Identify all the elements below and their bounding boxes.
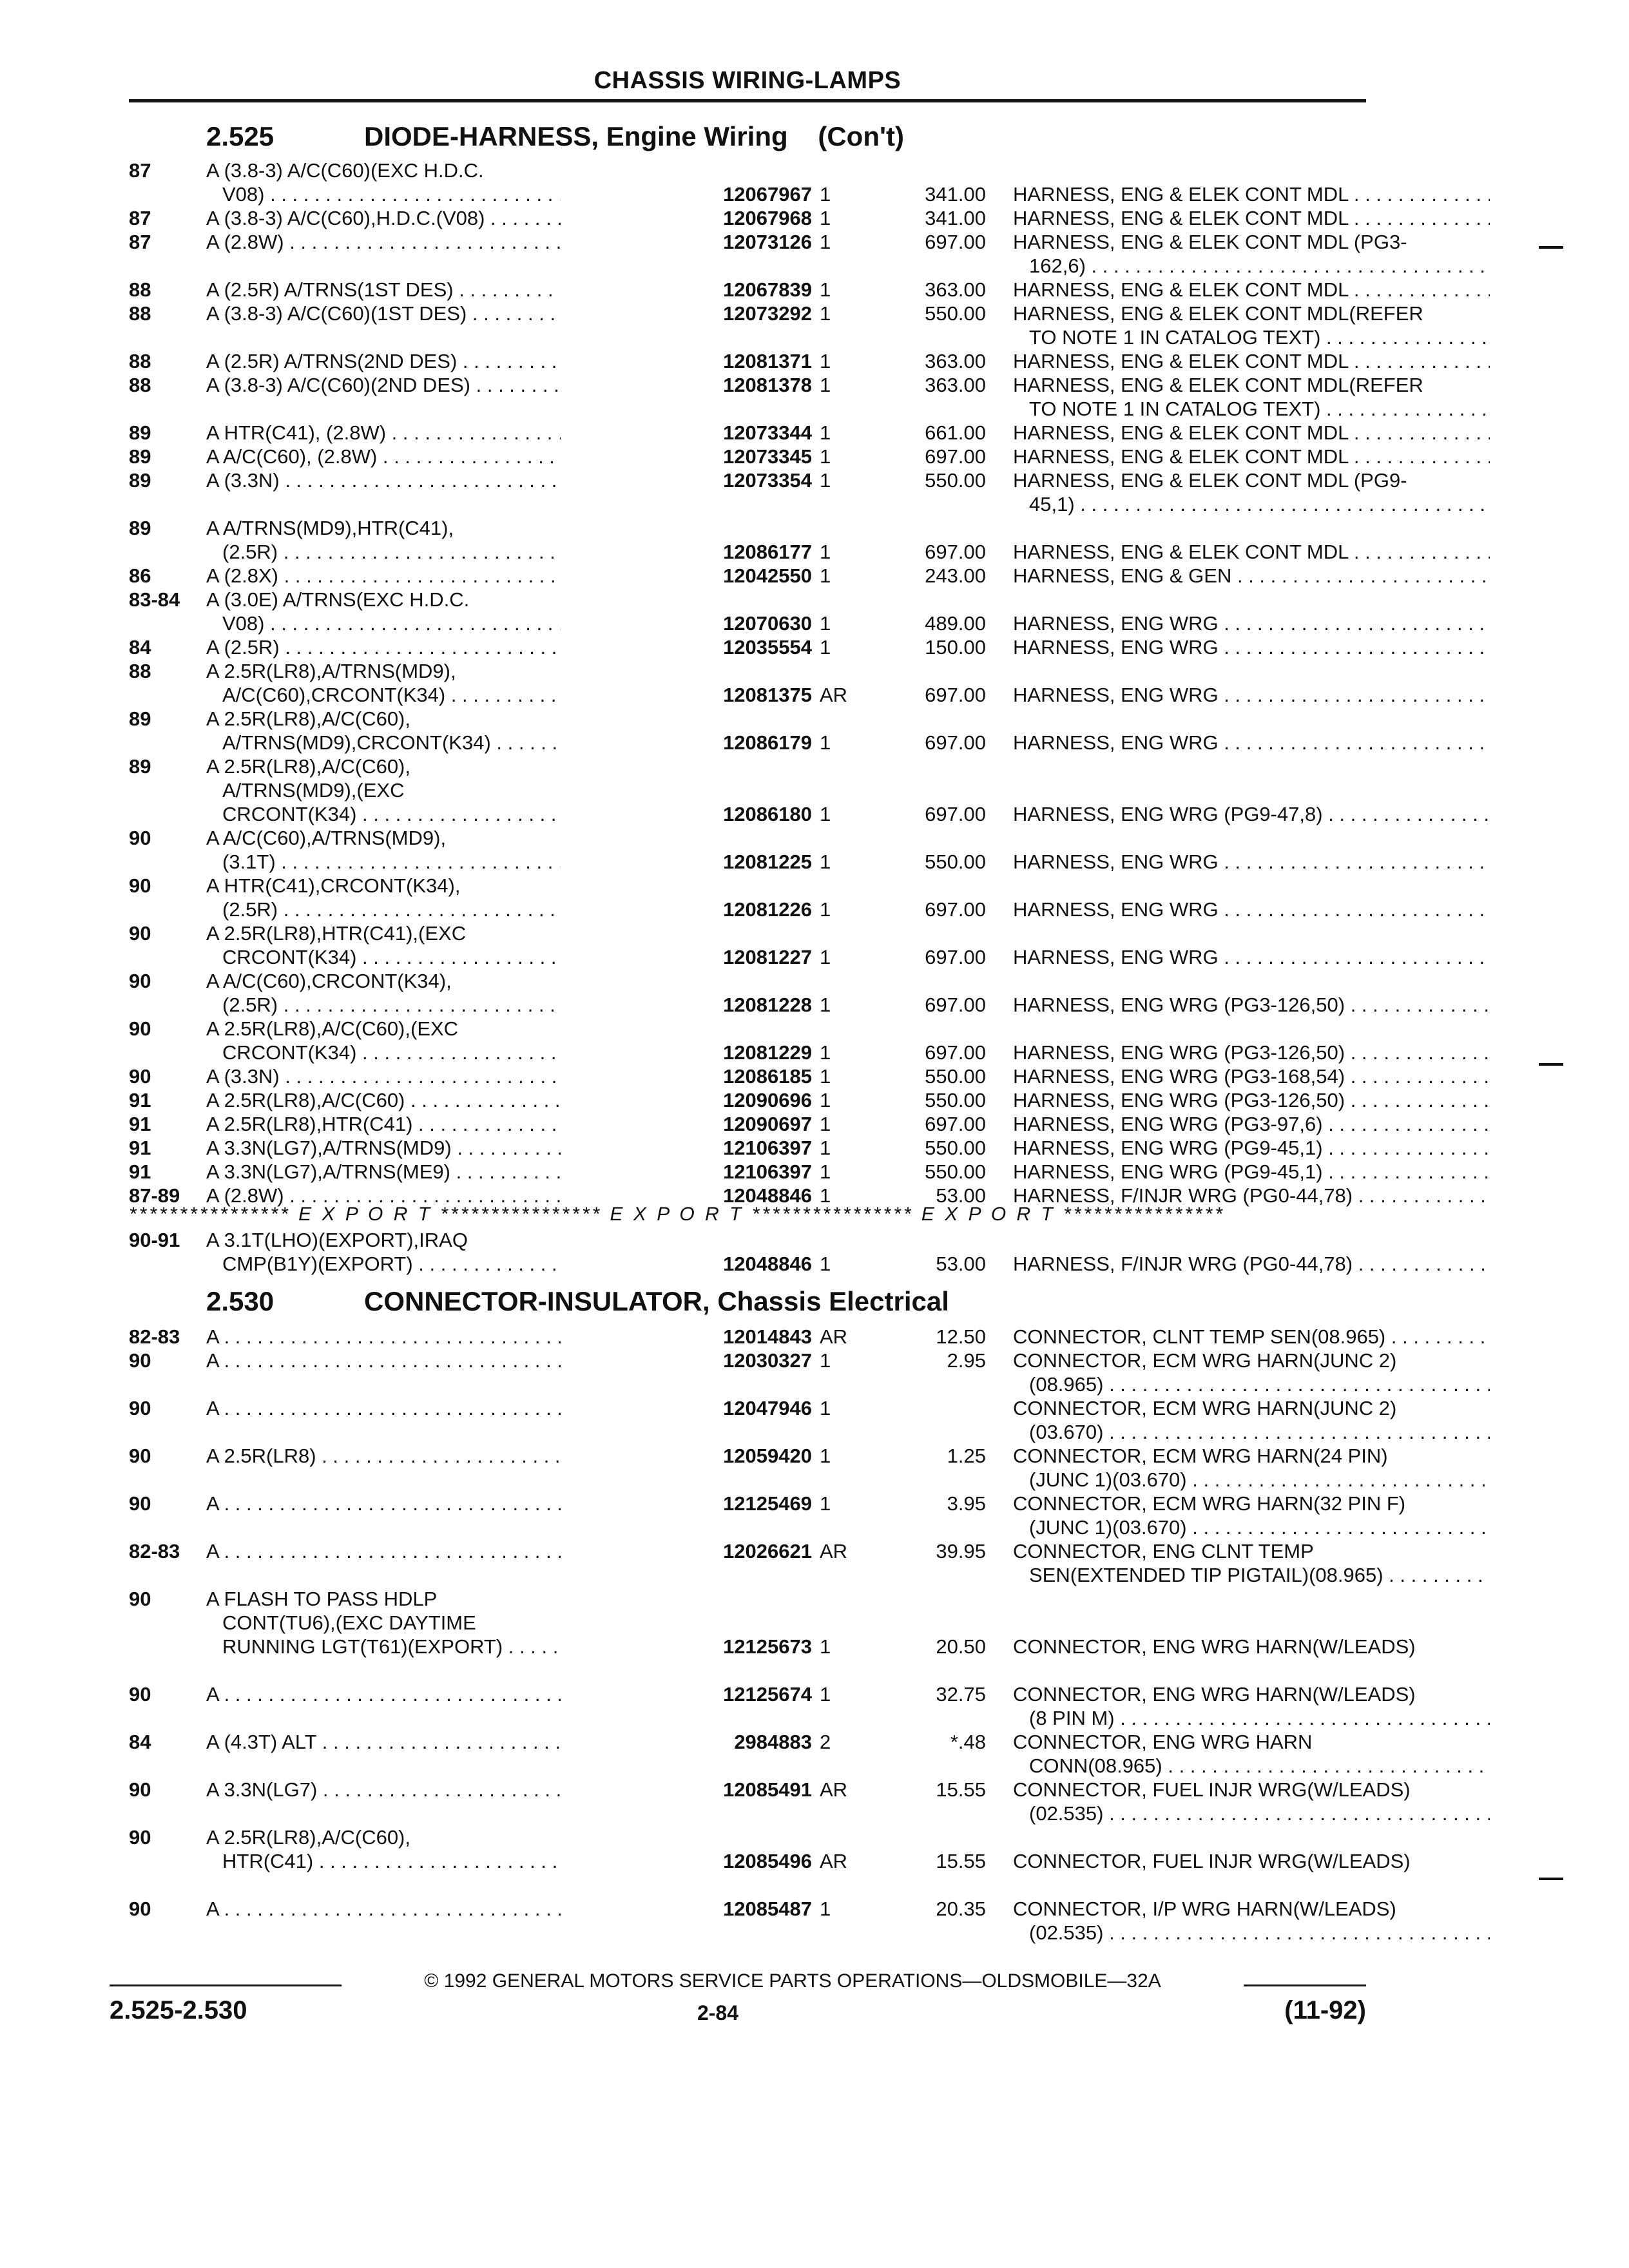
quantity: 1	[820, 946, 831, 968]
price: *.48	[950, 1731, 986, 1753]
figure-number: 91	[129, 1137, 151, 1159]
part-name: HARNESS, ENG WRG . . .	[1013, 850, 1490, 874]
part-name: HARNESS, ENG WRG (PG3-97,6) . . .	[1013, 1112, 1490, 1136]
description: A (3.8-3) A/C(C60),H.D.C.(V08) . . .	[206, 206, 561, 230]
figure-number: 90	[129, 1683, 151, 1706]
price: 697.00	[925, 541, 986, 563]
part-number: 12125673	[723, 1635, 812, 1658]
part-number: 12106397	[723, 1160, 812, 1183]
section-suffix: (Con't)	[818, 121, 904, 151]
part-number: 12085496	[723, 1850, 812, 1872]
figure-number: 88	[129, 302, 151, 325]
price: 550.00	[925, 302, 986, 325]
description: RUNNING LGT(T61)(EXPORT) . . .	[222, 1635, 561, 1658]
quantity: 1	[820, 1683, 831, 1706]
figure-number: 90	[129, 1349, 151, 1372]
quantity: 1	[820, 1492, 831, 1515]
quantity: 1	[820, 278, 831, 301]
footer-rule-left	[110, 1984, 354, 1986]
part-name: TO NOTE 1 IN CATALOG TEXT) . . .	[1029, 325, 1490, 349]
part-number: 12067839	[723, 278, 812, 301]
part-number: 12081371	[723, 350, 812, 372]
part-name: HARNESS, ENG WRG (PG9-45,1) . . .	[1013, 1160, 1490, 1184]
quantity: 1	[820, 1041, 831, 1064]
quantity: 1	[820, 1253, 831, 1275]
price: 15.55	[936, 1850, 986, 1872]
margin-mark	[1539, 1878, 1563, 1880]
price: 39.95	[936, 1540, 986, 1562]
part-name: HARNESS, ENG & ELEK CONT MDL (PG9-	[1013, 469, 1407, 492]
description: A (2.8W) . . .	[206, 230, 561, 254]
part-number: 12048846	[723, 1253, 812, 1275]
price: 489.00	[925, 612, 986, 635]
description: (3.1T) . . .	[222, 850, 561, 874]
description: CONT(TU6),(EXC DAYTIME	[222, 1611, 476, 1634]
price: 550.00	[925, 469, 986, 492]
part-number: 12086179	[723, 731, 812, 754]
part-name: HARNESS, ENG WRG (PG3-168,54) . . .	[1013, 1064, 1490, 1088]
description: HTR(C41) . . .	[222, 1849, 561, 1873]
part-number: 12026621	[723, 1540, 812, 1562]
title-rule	[129, 99, 1366, 102]
price: 697.00	[925, 1113, 986, 1135]
part-name: HARNESS, ENG & ELEK CONT MDL (PG3-	[1013, 231, 1407, 253]
description: A (2.8W) . . .	[206, 1184, 561, 1207]
part-number: 12073292	[723, 302, 812, 325]
page-number: 2-84	[697, 2001, 739, 2024]
section-number: 2.525	[206, 121, 275, 151]
part-number: 12086180	[723, 803, 812, 825]
figure-number: 90	[129, 1898, 151, 1920]
description: A (3.3N) . . .	[206, 468, 561, 492]
section-title: CONNECTOR-INSULATOR, Chassis Electrical	[364, 1286, 949, 1316]
part-number: 12081227	[723, 946, 812, 968]
price: 661.00	[925, 421, 986, 444]
part-number: 12073344	[723, 421, 812, 444]
quantity: 1	[820, 850, 831, 873]
part-name: (03.670) . . .	[1029, 1420, 1490, 1444]
part-name: HARNESS, ENG WRG . . .	[1013, 635, 1490, 659]
part-name: (02.535) . . .	[1029, 1921, 1490, 1945]
quantity: 1	[820, 1635, 831, 1658]
quantity: 1	[820, 302, 831, 325]
part-name: (08.965) . . .	[1029, 1372, 1490, 1396]
figure-number: 89	[129, 469, 151, 492]
part-number: 12067967	[723, 183, 812, 206]
part-name: CONNECTOR, ENG WRG HARN(W/LEADS)	[1013, 1635, 1416, 1658]
part-name: HARNESS, ENG WRG (PG9-47,8) . . .	[1013, 802, 1490, 826]
part-name: CONNECTOR, ECM WRG HARN(JUNC 2)	[1013, 1349, 1397, 1372]
figure-number: 90-91	[129, 1229, 180, 1251]
part-name: CONN(08.965) . . .	[1029, 1754, 1490, 1778]
price: 3.95	[947, 1492, 986, 1515]
figure-number: 90	[129, 874, 151, 897]
figure-number: 88	[129, 374, 151, 396]
quantity: 1	[820, 350, 831, 372]
quantity: 1	[820, 207, 831, 229]
part-number: 12085487	[723, 1898, 812, 1920]
figure-number: 90	[129, 1397, 151, 1419]
description: V08) . . .	[222, 182, 561, 206]
quantity: 1	[820, 541, 831, 563]
price: 697.00	[925, 946, 986, 968]
description: A A/C(C60), (2.8W) . . .	[206, 445, 561, 468]
description: CRCONT(K34) . . .	[222, 1041, 561, 1064]
description: CMP(B1Y)(EXPORT) . . .	[222, 1252, 561, 1276]
description: A (3.8-3) A/C(C60)(2ND DES) . . .	[206, 373, 561, 397]
part-name: SEN(EXTENDED TIP PIGTAIL)(08.965) . . .	[1029, 1563, 1490, 1587]
description: A 2.5R(LR8),A/C(C60),	[206, 1826, 410, 1849]
part-name: HARNESS, ENG & ELEK CONT MDL . . .	[1013, 206, 1490, 230]
description: (2.5R) . . .	[222, 540, 561, 564]
figure-number: 88	[129, 278, 151, 301]
part-name: HARNESS, ENG & ELEK CONT MDL . . .	[1013, 445, 1490, 468]
part-number: 12090696	[723, 1089, 812, 1111]
figure-number: 83-84	[129, 588, 180, 611]
part-name: HARNESS, ENG WRG (PG3-126,50) . . .	[1013, 993, 1490, 1017]
figure-number: 90	[129, 1445, 151, 1467]
part-name: CONNECTOR, ECM WRG HARN(24 PIN)	[1013, 1445, 1388, 1467]
part-number: 12081228	[723, 994, 812, 1016]
figure-number: 87-89	[129, 1184, 180, 1207]
part-name: HARNESS, ENG & ELEK CONT MDL . . .	[1013, 421, 1490, 445]
description: A 3.1T(LHO)(EXPORT),IRAQ	[206, 1229, 468, 1251]
description: A 3.3N(LG7),A/TRNS(MD9) . . .	[206, 1136, 561, 1160]
price: 363.00	[925, 350, 986, 372]
page-title: CHASSIS WIRING-LAMPS	[593, 67, 901, 94]
description: A 2.5R(LR8),HTR(C41) . . .	[206, 1112, 561, 1136]
figure-number: 82-83	[129, 1325, 180, 1348]
figure-number: 91	[129, 1113, 151, 1135]
price: 32.75	[936, 1683, 986, 1706]
quantity: AR	[820, 1540, 848, 1562]
figure-number: 91	[129, 1089, 151, 1111]
copyright-text: © 1992 GENERAL MOTORS SERVICE PARTS OPERATIONS—OLDSMOBILE—32A	[342, 1970, 1244, 1992]
part-name: CONNECTOR, ENG WRG HARN(W/LEADS)	[1013, 1683, 1416, 1706]
description: A (4.3T) ALT . . .	[206, 1730, 561, 1754]
figure-number: 89	[129, 421, 151, 444]
revision-date: (11-92)	[1284, 1996, 1366, 2024]
description: A (2.5R) . . .	[206, 635, 561, 659]
price: 53.00	[936, 1253, 986, 1275]
part-name: HARNESS, ENG & ELEK CONT MDL . . .	[1013, 540, 1490, 564]
quantity: 1	[820, 231, 831, 253]
description: A 2.5R(LR8),A/C(C60),	[206, 707, 410, 730]
description: A . . .	[206, 1349, 561, 1372]
description: CRCONT(K34) . . .	[222, 802, 561, 826]
part-name: CONNECTOR, ENG CLNT TEMP	[1013, 1540, 1314, 1562]
figure-number: 89	[129, 445, 151, 468]
part-name: HARNESS, F/INJR WRG (PG0-44,78) . . .	[1013, 1252, 1490, 1276]
part-number: 12035554	[723, 636, 812, 658]
part-name: (JUNC 1)(03.670) . . .	[1029, 1468, 1490, 1492]
figure-number: 88	[129, 660, 151, 682]
description: A 2.5R(LR8) . . .	[206, 1444, 561, 1468]
description: A (2.8X) . . .	[206, 564, 561, 588]
margin-mark	[1539, 1063, 1563, 1066]
description: A . . .	[206, 1539, 561, 1563]
price: 697.00	[925, 445, 986, 468]
description: A HTR(C41),CRCONT(K34),	[206, 874, 461, 897]
description: A 2.5R(LR8),A/C(C60),	[206, 755, 410, 778]
figure-number: 89	[129, 517, 151, 539]
description: A HTR(C41), (2.8W) . . .	[206, 421, 561, 445]
figure-number: 90	[129, 1826, 151, 1849]
quantity: 1	[820, 1113, 831, 1135]
figure-number: 89	[129, 707, 151, 730]
figure-number: 90	[129, 1778, 151, 1801]
part-name: HARNESS, F/INJR WRG (PG0-44,78) . . .	[1013, 1184, 1490, 1207]
part-name: HARNESS, ENG WRG . . .	[1013, 945, 1490, 969]
section-range: 2.525-2.530	[110, 1996, 247, 2024]
part-name: HARNESS, ENG & ELEK CONT MDL . . .	[1013, 182, 1490, 206]
part-number: 12086177	[723, 541, 812, 563]
description: A FLASH TO PASS HDLP	[206, 1588, 438, 1610]
description: A . . .	[206, 1897, 561, 1921]
figure-number: 82-83	[129, 1540, 180, 1562]
part-name: (JUNC 1)(03.670) . . .	[1029, 1515, 1490, 1539]
quantity: 1	[820, 445, 831, 468]
description: A . . .	[206, 1396, 561, 1420]
part-number: 12070630	[723, 612, 812, 635]
part-name: 162,6) . . .	[1029, 254, 1490, 278]
description: A/TRNS(MD9),CRCONT(K34) . . .	[222, 731, 561, 754]
quantity: 1	[820, 469, 831, 492]
price: 697.00	[925, 1041, 986, 1064]
footer-band	[110, 1970, 1366, 1996]
figure-number: 84	[129, 1731, 151, 1753]
quantity: 1	[820, 421, 831, 444]
description: (2.5R) . . .	[222, 993, 561, 1017]
price: 341.00	[925, 207, 986, 229]
price: 363.00	[925, 374, 986, 396]
description: A . . .	[206, 1325, 561, 1349]
description: A 3.3N(LG7),A/TRNS(ME9) . . .	[206, 1160, 561, 1184]
price: 363.00	[925, 278, 986, 301]
description: V08) . . .	[222, 611, 561, 635]
price: 20.35	[936, 1898, 986, 1920]
price: 697.00	[925, 684, 986, 706]
part-name: HARNESS, ENG & ELEK CONT MDL(REFER	[1013, 302, 1423, 325]
part-name: CONNECTOR, ENG WRG HARN	[1013, 1731, 1313, 1753]
figure-number: 88	[129, 350, 151, 372]
figure-number: 90	[129, 970, 151, 992]
description: A (3.3N) . . .	[206, 1064, 561, 1088]
figure-number: 89	[129, 755, 151, 778]
description: A/TRNS(MD9),(EXC	[222, 779, 405, 802]
part-number: 12073345	[723, 445, 812, 468]
quantity: 1	[820, 374, 831, 396]
quantity: 1	[820, 564, 831, 587]
description: A (2.5R) A/TRNS(1ST DES) . . .	[206, 278, 561, 302]
figure-number: 90	[129, 1065, 151, 1088]
price: 697.00	[925, 731, 986, 754]
price: 341.00	[925, 183, 986, 206]
part-name: CONNECTOR, FUEL INJR WRG(W/LEADS)	[1013, 1850, 1411, 1872]
description: A (2.5R) A/TRNS(2ND DES) . . .	[206, 349, 561, 373]
description: (2.5R) . . .	[222, 898, 561, 921]
description: A A/C(C60),CRCONT(K34),	[206, 970, 452, 992]
part-number: 12042550	[723, 564, 812, 587]
part-name: CONNECTOR, I/P WRG HARN(W/LEADS)	[1013, 1898, 1396, 1920]
export-banner: **************** E X P O R T **************** E X P O R T **************** E X P O R T ****************	[129, 1204, 1225, 1225]
quantity: 1	[820, 1137, 831, 1159]
part-name: HARNESS, ENG WRG (PG9-45,1) . . .	[1013, 1136, 1490, 1160]
part-number: 12085491	[723, 1778, 812, 1801]
description: A (3.8-3) A/C(C60)(EXC H.D.C.	[206, 159, 484, 182]
description: A A/C(C60),A/TRNS(MD9),	[206, 827, 447, 849]
price: 150.00	[925, 636, 986, 658]
part-name: HARNESS, ENG WRG (PG3-126,50) . . .	[1013, 1088, 1490, 1112]
part-number: 12125674	[723, 1683, 812, 1706]
part-name: (8 PIN M) . . .	[1029, 1706, 1490, 1730]
price: 697.00	[925, 231, 986, 253]
quantity: 1	[820, 1397, 831, 1419]
part-number: 12106397	[723, 1137, 812, 1159]
part-number: 12014843	[723, 1325, 812, 1348]
figure-number: 86	[129, 564, 151, 587]
part-number: 12048846	[723, 1184, 812, 1207]
quantity: 1	[820, 1160, 831, 1183]
part-number: 12081378	[723, 374, 812, 396]
part-name: HARNESS, ENG & ELEK CONT MDL . . .	[1013, 349, 1490, 373]
description: A A/TRNS(MD9),HTR(C41),	[206, 517, 454, 539]
section-heading-2-525	[206, 121, 904, 152]
part-name: 45,1) . . .	[1029, 492, 1490, 516]
part-number: 12086185	[723, 1065, 812, 1088]
description: A 2.5R(LR8),A/C(C60),(EXC	[206, 1017, 459, 1040]
part-number: 12081229	[723, 1041, 812, 1064]
quantity: 1	[820, 731, 831, 754]
margin-mark	[1539, 246, 1563, 249]
part-name: CONNECTOR, FUEL INJR WRG(W/LEADS)	[1013, 1778, 1411, 1801]
part-name: HARNESS, ENG & GEN . . .	[1013, 564, 1490, 588]
description: A 2.5R(LR8),HTR(C41),(EXC	[206, 922, 467, 945]
price: 1.25	[947, 1445, 986, 1467]
figure-number: 87	[129, 207, 151, 229]
figure-number: 91	[129, 1160, 151, 1183]
price: 550.00	[925, 1137, 986, 1159]
quantity: 1	[820, 994, 831, 1016]
part-number: 12081225	[723, 850, 812, 873]
figure-number: 90	[129, 922, 151, 945]
part-name: CONNECTOR, ECM WRG HARN(32 PIN F)	[1013, 1492, 1406, 1515]
part-number: 12073126	[723, 231, 812, 253]
figure-number: 87	[129, 159, 151, 182]
quantity: 1	[820, 1089, 831, 1111]
part-name: HARNESS, ENG WRG (PG3-126,50) . . .	[1013, 1041, 1490, 1064]
part-number: 12047946	[723, 1397, 812, 1419]
quantity: 1	[820, 1445, 831, 1467]
quantity: 2	[820, 1731, 831, 1753]
description: A . . .	[206, 1682, 561, 1706]
part-number: 12067968	[723, 207, 812, 229]
price: 550.00	[925, 850, 986, 873]
figure-number: 84	[129, 636, 151, 658]
description: A 3.3N(LG7) . . .	[206, 1778, 561, 1802]
price: 550.00	[925, 1160, 986, 1183]
part-name: TO NOTE 1 IN CATALOG TEXT) . . .	[1029, 397, 1490, 421]
description: A/C(C60),CRCONT(K34) . . .	[222, 683, 561, 707]
part-name: HARNESS, ENG & ELEK CONT MDL . . .	[1013, 278, 1490, 302]
part-name: (02.535) . . .	[1029, 1802, 1490, 1825]
part-number: 12030327	[723, 1349, 812, 1372]
section-heading-2-530	[206, 1286, 949, 1317]
quantity: 1	[820, 898, 831, 921]
part-number: 12059420	[723, 1445, 812, 1467]
section-number: 2.530	[206, 1286, 275, 1316]
price: 15.55	[936, 1778, 986, 1801]
quantity: 1	[820, 1065, 831, 1088]
part-number: 12081375	[723, 684, 812, 706]
part-name: CONNECTOR, CLNT TEMP SEN(08.965) . . .	[1013, 1325, 1490, 1349]
price: 53.00	[936, 1184, 986, 1207]
price: 2.95	[947, 1349, 986, 1372]
description: A 2.5R(LR8),A/TRNS(MD9),	[206, 660, 456, 682]
quantity: 1	[820, 612, 831, 635]
quantity: AR	[820, 684, 848, 706]
description: A (3.8-3) A/C(C60)(1ST DES) . . .	[206, 302, 561, 325]
part-number: 2984883	[734, 1731, 812, 1753]
quantity: 1	[820, 636, 831, 658]
description: CRCONT(K34) . . .	[222, 945, 561, 969]
quantity: 1	[820, 1184, 831, 1207]
part-name: HARNESS, ENG WRG . . .	[1013, 611, 1490, 635]
quantity: 1	[820, 1898, 831, 1920]
price: 697.00	[925, 898, 986, 921]
figure-number: 87	[129, 231, 151, 253]
description: A . . .	[206, 1492, 561, 1515]
quantity: 1	[820, 1349, 831, 1372]
price: 550.00	[925, 1089, 986, 1111]
part-number: 12073354	[723, 469, 812, 492]
part-name: HARNESS, ENG & ELEK CONT MDL(REFER	[1013, 374, 1423, 396]
part-name: HARNESS, ENG WRG . . .	[1013, 683, 1490, 707]
quantity: 1	[820, 183, 831, 206]
part-name: HARNESS, ENG WRG . . .	[1013, 731, 1490, 754]
part-name: HARNESS, ENG WRG . . .	[1013, 898, 1490, 921]
price: 697.00	[925, 803, 986, 825]
figure-number: 90	[129, 1588, 151, 1610]
quantity: AR	[820, 1850, 848, 1872]
price: 550.00	[925, 1065, 986, 1088]
quantity: AR	[820, 1778, 848, 1801]
figure-number: 90	[129, 827, 151, 849]
part-number: 12081226	[723, 898, 812, 921]
part-name: CONNECTOR, ECM WRG HARN(JUNC 2)	[1013, 1397, 1397, 1419]
price: 243.00	[925, 564, 986, 587]
price: 697.00	[925, 994, 986, 1016]
part-number: 12125469	[723, 1492, 812, 1515]
description: A 2.5R(LR8),A/C(C60) . . .	[206, 1088, 561, 1112]
price: 20.50	[936, 1635, 986, 1658]
quantity: 1	[820, 803, 831, 825]
section-title: DIODE-HARNESS, Engine Wiring	[364, 121, 788, 151]
quantity: AR	[820, 1325, 848, 1348]
description: A (3.0E) A/TRNS(EXC H.D.C.	[206, 588, 470, 611]
figure-number: 90	[129, 1492, 151, 1515]
figure-number: 90	[129, 1017, 151, 1040]
part-number: 12090697	[723, 1113, 812, 1135]
price: 12.50	[936, 1325, 986, 1348]
